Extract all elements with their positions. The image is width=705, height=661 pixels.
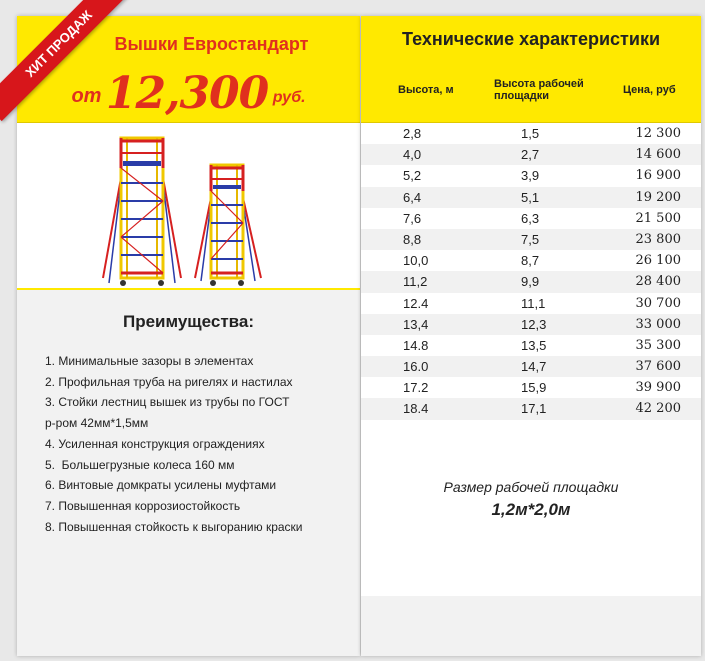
- cell-price: 12 300: [635, 126, 681, 141]
- list-item: 1. Минимальные зазоры в элементах: [45, 354, 254, 368]
- cell-platform-height: 9,9: [521, 274, 540, 290]
- cell-height: 12.4: [403, 295, 429, 311]
- col-header-platform: [494, 78, 584, 102]
- col-header-platform-line1: Высота рабочей: [494, 78, 584, 90]
- cell-platform-height: 6,3: [521, 210, 540, 226]
- cell-platform-height: 5,1: [521, 189, 540, 205]
- cell-price: 14 600: [635, 147, 681, 163]
- price-currency: руб.: [272, 89, 306, 106]
- advantages-list: [45, 351, 355, 537]
- cell-platform-height: 3,9: [521, 168, 540, 184]
- table-row: [361, 123, 701, 144]
- list-item: 8. Повышенная стойкость к выгоранию краски: [45, 519, 303, 534]
- cell-platform-height: 7,5: [521, 231, 540, 247]
- advantages-title: Преимущества:: [122, 312, 254, 331]
- table-row: [361, 314, 701, 335]
- table-row: [361, 187, 701, 208]
- cell-height: 11,2: [403, 274, 428, 290]
- cell-height: 8,8: [403, 231, 422, 247]
- list-item: 2. Профильная труба на ригелях и настилах: [45, 374, 293, 389]
- cell-height: 18.4: [403, 401, 429, 417]
- cell-price: 30 700: [635, 295, 681, 311]
- table-row: [361, 144, 701, 165]
- list-item: 4. Усиленная конструкция ограждениях: [45, 436, 265, 451]
- specs-footer-panel: [361, 596, 701, 656]
- col-header-price: Цена, руб: [623, 84, 676, 96]
- specs-table: [361, 123, 701, 420]
- table-row: [361, 293, 701, 314]
- col-header-platform-line2: площадки: [494, 90, 549, 102]
- table-row: [361, 398, 701, 419]
- table-row: [361, 335, 701, 356]
- specs-title: Технические характеристики: [401, 29, 661, 49]
- list-item: 3. Стойки лестниц вышек из трубы по ГОСТ: [45, 395, 290, 410]
- cell-height: 17.2: [403, 380, 429, 396]
- cell-height: 4,0: [403, 147, 422, 163]
- cell-price: 42 200: [635, 401, 681, 417]
- table-row: [361, 208, 701, 229]
- col-header-height: Высота, м: [398, 84, 454, 96]
- list-item: 5. Большегрузные колеса 160 мм: [45, 457, 235, 472]
- cell-height: 5,2: [403, 168, 422, 184]
- bestseller-ribbon: ХИТ ПРОДАЖ: [0, 0, 136, 121]
- cell-platform-height: 2,7: [521, 147, 540, 163]
- table-row: [361, 377, 701, 398]
- cell-height: 16.0: [403, 359, 429, 375]
- table-row: [361, 229, 701, 250]
- cell-price: 35 300: [635, 337, 681, 353]
- cell-price: 23 800: [635, 231, 681, 247]
- list-item: 6. Винтовые домкраты усилены муфтами: [45, 478, 277, 493]
- table-row: [361, 271, 701, 292]
- cell-price: 37 600: [635, 359, 681, 375]
- cell-price: 19 200: [635, 189, 681, 205]
- offer-title: Вышки Евростандарт: [114, 34, 309, 54]
- cell-price: 21 500: [635, 210, 681, 226]
- cell-platform-height: 11,1: [521, 295, 546, 311]
- table-row: [361, 356, 701, 377]
- cell-height: 14.8: [403, 337, 429, 353]
- short-tower: [195, 165, 261, 286]
- cell-platform-height: 15,9: [521, 380, 547, 396]
- cell-platform-height: 8,7: [521, 253, 540, 269]
- cell-platform-height: 12,3: [521, 316, 547, 332]
- platform-size-label: Размер рабочей площадки: [443, 479, 619, 495]
- price-amount: 12,300: [105, 68, 269, 119]
- cell-height: 2,8: [403, 126, 422, 141]
- cell-platform-height: 13,5: [521, 337, 547, 353]
- cell-platform-height: 1,5: [521, 126, 540, 141]
- cell-height: 7,6: [403, 210, 422, 226]
- cell-price: 39 900: [635, 380, 681, 396]
- cell-price: 28 400: [635, 274, 681, 290]
- platform-size-value: 1,2м*2,0м: [491, 500, 571, 519]
- price-prefix: от: [71, 85, 102, 107]
- tall-tower: [103, 138, 181, 286]
- cell-price: 26 100: [635, 253, 681, 269]
- list-item: р-ром 42мм*1,5мм: [45, 416, 149, 431]
- table-row: [361, 165, 701, 186]
- list-item: 7. Повышенная коррозиостойкость: [45, 498, 241, 513]
- ribbon-wrapper: [0, 0, 140, 140]
- cell-platform-height: 17,1: [521, 401, 547, 417]
- scaffold-towers-image: [17, 123, 360, 303]
- specs-card: [361, 16, 701, 656]
- table-row: [361, 250, 701, 271]
- cell-price: 16 900: [635, 168, 681, 184]
- cell-platform-height: 14,7: [521, 359, 547, 375]
- cell-price: 33 000: [635, 316, 681, 332]
- cell-height: 13,4: [403, 316, 429, 332]
- cell-height: 10,0: [403, 253, 429, 269]
- specs-header: [361, 16, 701, 123]
- cell-height: 6,4: [403, 189, 422, 205]
